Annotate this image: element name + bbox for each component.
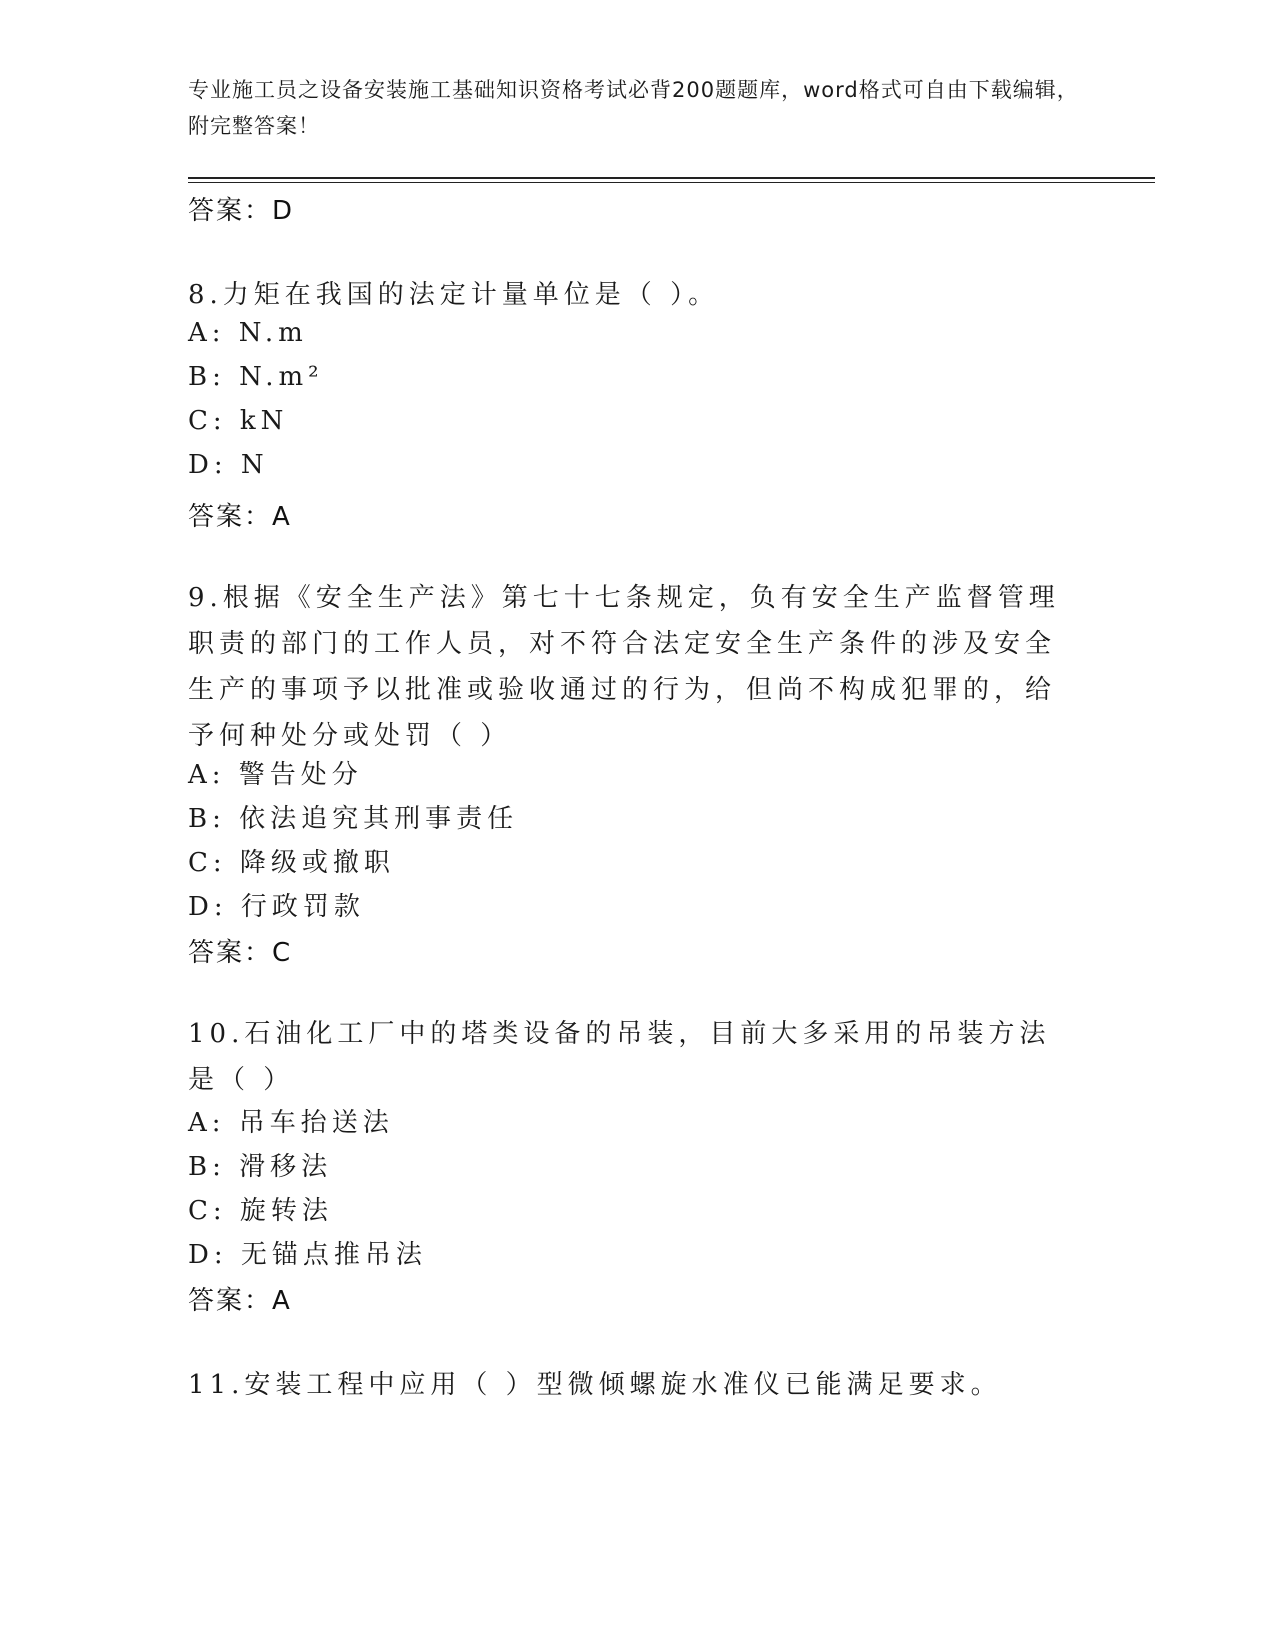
question-8-stem: 8.力矩在我国的法定计量单位是（ ）。 <box>188 280 720 310</box>
question-11-stem: 11.安装工程中应用（ ）型微倾螺旋水准仪已能满足要求。 <box>188 1370 1002 1400</box>
question-9-stem: 9.根据《安全生产法》第七十七条规定，负有安全生产监督管理职责的部门的工作人员，对不符合法定安全生产条件的涉及安全生产的事项予以批准或验收通过的行为，但尚不构成犯罪的，给予何种处分或处罚（ ） <box>188 583 1060 751</box>
question-9-option-a: A: 警告处分 <box>188 760 363 790</box>
question-8-answer: 答案：A <box>188 502 292 532</box>
question-10-option-d: D: 无锚点推吊法 <box>188 1240 427 1270</box>
question-10-option-c: C: 旋转法 <box>188 1196 333 1226</box>
question-10-answer: 答案：A <box>188 1286 292 1316</box>
question-9-option-b: B: 依法追究其刑事责任 <box>188 804 519 834</box>
question-9-option-c: C: 降级或撤职 <box>188 848 395 878</box>
question-8-option-c: C: kN <box>188 406 289 436</box>
header-rule-thick <box>188 177 1155 179</box>
document-header-text: 专业施工员之设备安装施工基础知识资格考试必背200题题库，word格式可自由下载编辑，附完整答案！ <box>188 78 1079 138</box>
question-10-stem: 10.石油化工厂中的塔类设备的吊装，目前大多采用的吊装方法是（ ） <box>188 1019 1051 1095</box>
question-9-answer: 答案：C <box>188 938 293 968</box>
question-8-option-b: B: N.m² <box>188 362 324 392</box>
question-10-option-b: B: 滑移法 <box>188 1152 333 1182</box>
question-9-option-d: D: 行政罚款 <box>188 892 365 922</box>
question-10-option-a: A: 吊车抬送法 <box>188 1108 394 1138</box>
previous-answer: 答案：D <box>188 196 295 226</box>
header-rule-thin <box>188 182 1155 183</box>
question-8-option-a: A: N.m <box>188 318 308 348</box>
question-8-option-d: D: N <box>188 450 269 480</box>
